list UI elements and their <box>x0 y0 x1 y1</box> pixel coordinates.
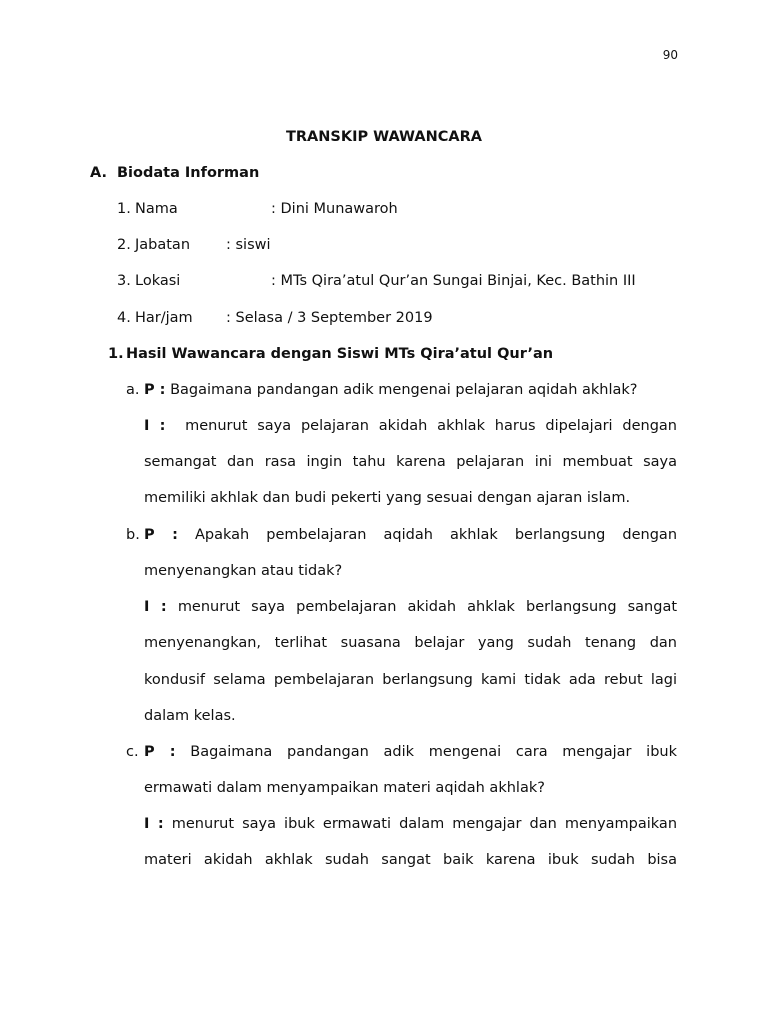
question-label: P : <box>144 744 176 760</box>
biodata-value-jabatan: : siswi <box>226 237 271 253</box>
question-line <box>144 527 677 543</box>
section-a-heading: Biodata Informan <box>117 165 260 181</box>
page-number: 90 <box>662 48 678 62</box>
biodata-label-lokasi: Lokasi <box>135 273 181 289</box>
answer-text: menurut saya ibuk ermawati dalam mengajar dan menyampaikan <box>171 816 678 832</box>
question-text: Apakah pembelajaran aqidah akhlak berlangsung dengan <box>194 527 678 543</box>
answer-label: I : <box>144 816 164 832</box>
document-title: TRANSKIP WAWANCARA <box>285 129 483 145</box>
biodata-label-harjam: Har/jam <box>135 310 193 326</box>
biodata-num: 2. <box>117 237 131 253</box>
qa-marker: a. <box>126 382 140 398</box>
section-1-marker: 1. <box>108 346 124 362</box>
answer-line: memiliki akhlak dan budi pekerti yang sesuai dengan ajaran islam. <box>144 490 631 506</box>
question-line: menyenangkan atau tidak? <box>144 563 343 579</box>
biodata-label-nama: Nama <box>135 201 178 217</box>
qa-marker: c. <box>126 744 139 760</box>
question-text: Bagaimana pandangan adik mengenai cara mengajar ibuk <box>190 744 677 760</box>
biodata-value-lokasi: : MTs Qira’atul Qur’an Sungai Binjai, Kec. Bathin III <box>271 273 636 289</box>
question-line <box>144 744 677 760</box>
biodata-value-nama: : Dini Munawaroh <box>271 201 398 217</box>
answer-line <box>144 418 677 434</box>
question-text: Bagaimana pandangan adik mengenai pelajaran aqidah akhlak? <box>170 382 638 398</box>
biodata-num: 4. <box>117 310 131 326</box>
qa-marker: b. <box>126 527 140 543</box>
biodata-value-harjam: : Selasa / 3 September 2019 <box>226 310 433 326</box>
answer-label: I : <box>144 418 166 434</box>
answer-line <box>144 599 677 615</box>
biodata-label-jabatan: Jabatan <box>135 237 191 253</box>
answer-text: menurut saya pelajaran akidah akhlak harus dipelajari dengan <box>185 418 677 434</box>
answer-text: menurut saya pembelajaran akidah ahklak berlangsung sangat <box>177 599 678 615</box>
answer-line: menyenangkan, terlihat suasana belajar yang sudah tenang dan <box>144 635 677 651</box>
answer-line: kondusif selama pembelajaran berlangsung kami tidak ada rebut lagi <box>144 672 677 688</box>
question-label: P : <box>144 382 166 398</box>
answer-line: materi akidah akhlak sudah sangat baik karena ibuk sudah bisa <box>144 852 677 868</box>
section-a-marker: A. <box>90 165 107 181</box>
answer-line: semangat dan rasa ingin tahu karena pelajaran ini membuat saya <box>144 454 677 470</box>
question-line <box>144 382 637 398</box>
biodata-num: 1. <box>117 201 131 217</box>
answer-label: I : <box>144 599 167 615</box>
answer-line <box>144 816 677 832</box>
section-1-heading: Hasil Wawancara dengan Siswi MTs Qira’atul Qur’an <box>126 346 554 362</box>
biodata-num: 3. <box>117 273 131 289</box>
answer-line: dalam kelas. <box>144 708 236 724</box>
question-label: P : <box>144 527 178 543</box>
question-line: ermawati dalam menyampaikan materi aqidah akhlak? <box>144 780 545 796</box>
